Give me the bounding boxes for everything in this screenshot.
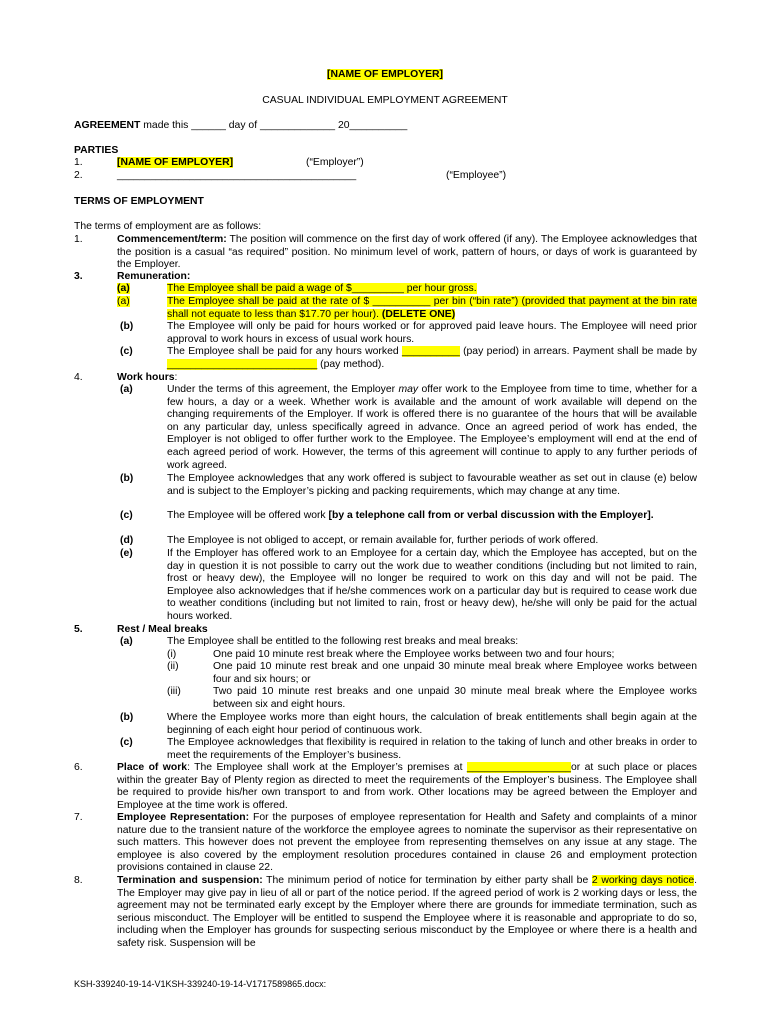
clause-4-title	[117, 372, 177, 385]
clause-4-number: 4.	[74, 372, 83, 383]
clause-3a1-text	[167, 283, 477, 296]
clause-3a2-body: The Employee shall be paid at the rate of $ __________ per bin (“bin rate”) (provided that payment at the bin rate shall not equate to less than $17.70 per hour).	[167, 296, 697, 320]
clause-5aii-text: One paid 10 minute rest break and one unpaid 30 minute meal break where Employee works between four and six hours; or	[213, 661, 697, 685]
clause-3c-body-1: The Employee shall be paid for any hours worked	[167, 346, 402, 357]
clause-3a2-label	[117, 296, 130, 309]
clause-5a-label: (a)	[120, 636, 133, 647]
employer-placeholder: [NAME OF EMPLOYER]	[326, 69, 444, 80]
clause-4c-bold: [by a telephone call from or verbal discussion with the Employer].	[328, 510, 654, 521]
clause-4e-label: (e)	[120, 548, 133, 559]
clause-5c-text: The Employee acknowledges that flexibility is required in relation to the taking of lunch and other breaks in order to meet the requirements of the Employer’s business.	[167, 737, 697, 761]
clause-3a2-text	[167, 296, 697, 321]
clause-3b-text: The Employee will only be paid for hours worked or for approved paid leave hours. The Employee will need prior approval to work hours in excess of usual work hours.	[167, 321, 697, 345]
clause-4d-text: The Employee is not obliged to accept, or remain available for, further periods of work offered.	[167, 535, 599, 546]
clause-4c-text	[167, 510, 697, 523]
clause-5ai-label: (i)	[167, 649, 177, 660]
clause-3c-body-2: (pay period) in arrears. Payment shall be made by	[459, 346, 697, 357]
notice-period-highlight: 2 working days notice	[591, 875, 695, 886]
clause-4a-may: may	[398, 384, 419, 395]
clause-7-text	[117, 812, 697, 875]
clause-1-body: The position will commence on the first day of work offered (if any). The Employee acknowledges that the position is a casual “as required” position. No minimum level of work, pattern of hours, or days of work is guaranteed by the Employer.	[117, 234, 697, 271]
clause-4e-text: If the Employer has offered work to an Employee for a certain day, which the Employee has accepted, but on the day in question it is not possible to carry out the work due to weather conditions (including but not limited to rain, frost or heavy dew), the Employee will no longer be required to work on this day and will not be paid. The Employee also acknowledges that if he/she commences work on a particular day but is required to cease work due to weather conditions (including but not limited to rain, frost or heavy dew), he/she will only be paid for the actual hours worked.	[167, 548, 697, 622]
clause-8-body-1: The minimum period of notice for termination by either party shall be	[262, 875, 592, 886]
clause-8-body-2: . The Employer may give pay in lieu of all or part of the notice period. If the agreed period of work is 2 working days or less, the agreement may not be terminated early except by the Employer where there are grounds for immediate termination, such as serious misconduct. The Employer will be entitled to suspend the Employee where it is reasonable and appropriate to do so, including when the Employer has grounds for suspecting serious misconduct by the Employee or where there is a health and safety risk. Suspension will be	[117, 875, 698, 949]
agreement-line	[74, 120, 407, 133]
clause-6-text	[117, 762, 697, 812]
clause-3a1-label	[117, 283, 139, 296]
clause-4a-body-1: Under the terms of this agreement, the Employer	[167, 384, 399, 395]
pay-period-blank: __________	[401, 346, 460, 357]
terms-intro: The terms of employment are as follows:	[74, 221, 262, 232]
pay-method-blank: __________________________	[167, 358, 318, 370]
clause-4-colon: :	[174, 372, 178, 383]
clause-5-title: Rest / Meal breaks	[117, 624, 208, 635]
terms-heading: TERMS OF EMPLOYMENT	[74, 196, 204, 207]
clause-4c-label: (c)	[120, 510, 133, 521]
clause-3c-text	[167, 346, 697, 371]
party-2-number: 2.	[74, 170, 83, 181]
party-1-role: (“Employer”)	[306, 157, 364, 168]
party-2-blank: ___________________________________________	[117, 170, 357, 181]
clause-5-number: 5.	[74, 624, 83, 635]
clause-7-number: 7.	[74, 812, 83, 823]
clause-7-body: For the purposes of employee representation for Health and Safety and complaints of a minor nature due to the transient nature of the workforce the employee agrees to nominate the supervisor as their representative on such matters. This however does not prevent the employee from representing themselves on any issue at any stage. The employee is also covered by the employment resolution procedures contained in clause 26 and employment protection provisions contained in clause 22.	[117, 812, 697, 874]
clause-5b-label: (b)	[120, 712, 134, 723]
clause-3c-label: (c)	[120, 346, 133, 357]
party-1-number: 1.	[74, 157, 83, 168]
clause-7-title: Employee Representation:	[117, 812, 250, 823]
clause-3a2-delete-note: (DELETE ONE)	[379, 308, 456, 320]
clause-3-number: 3.	[74, 271, 83, 282]
clause-5a-text: The Employee shall be entitled to the following rest breaks and meal breaks:	[167, 636, 519, 647]
clause-5aiii-label: (iii)	[167, 686, 181, 697]
clause-1-number: 1.	[74, 234, 83, 245]
clause-5aii-label: (ii)	[167, 661, 179, 672]
clause-1-text	[117, 234, 697, 272]
parties-heading: PARTIES	[74, 145, 119, 156]
document-title: CASUAL INDIVIDUAL EMPLOYMENT AGREEMENT	[262, 95, 508, 106]
clause-3a2-label-text: (a)	[117, 296, 130, 307]
clause-4d-label: (d)	[120, 535, 134, 546]
party-1-name	[117, 157, 233, 170]
clause-3-title: Remuneration:	[117, 271, 191, 282]
clause-8-number: 8.	[74, 875, 83, 886]
clause-4a-body-2: offer work to the Employee from time to time, whether for a few hours, a day or a week. Whether work is available and the amount of work available will depend on the changing requirements of the Employer. If work is offered there is no guarantee of the hours that will be available on any particular day, unless specifically agreed in advance. Once an agreed period of work has ended, the Employer is not obliged to offer further work to the Employee. The Employee’s employment will end at the end of each agreed period of work. However, the terms of this agreement will continue to apply to any further periods of work agreed.	[167, 384, 697, 471]
clause-4a-label: (a)	[120, 384, 133, 395]
clause-3b-label: (b)	[120, 321, 134, 332]
party-2-role: (“Employee”)	[446, 170, 507, 181]
clause-6-number: 6.	[74, 762, 83, 773]
clause-8-text	[117, 875, 697, 951]
clause-3a1-body: The Employee shall be paid a wage of $_________ per hour gross.	[167, 283, 477, 294]
clause-5aiii-text: Two paid 10 minute rest breaks and one unpaid 30 minute meal break where the Employee works between six and eight hours.	[213, 686, 697, 710]
clause-4b-label: (b)	[120, 473, 134, 484]
clause-5b-text: Where the Employee works more than eight hours, the calculation of break entitlements shall begin again at the beginning of each eight hour period of continuous work.	[167, 712, 697, 736]
party-1-name-text: [NAME OF EMPLOYER]	[117, 157, 234, 168]
employer-name-heading	[0, 69, 770, 82]
clause-4c-body: The Employee will be offered work	[167, 510, 329, 521]
clause-3a1-label-text: (a)	[117, 283, 130, 294]
clause-4b-text: The Employee acknowledges that any work offered is subject to favourable weather as set out in clause (e) below and is subject to the Employer’s picking and packing requirements, which may change at any time.	[167, 473, 697, 497]
clause-4a-text	[167, 384, 697, 472]
premises-blank: __________________	[466, 762, 571, 773]
clause-6-body-2: or at such place or places within the greater Bay of Plenty region as directed to meet the requirements of the Employer’s business. The Employee shall be required to provide his/her own transport to and from work. Other locations may be agreed between the Employer and Employee at the time work is offered.	[117, 762, 698, 811]
clause-8-title: Termination and suspension:	[117, 875, 263, 886]
clause-3c-body-3: (pay method).	[317, 358, 385, 370]
clause-6-title: Place of work	[117, 762, 188, 773]
clause-6-body-1: : The Employee shall work at the Employer’s premises at	[187, 762, 467, 773]
clause-5ai-text: One paid 10 minute rest break where the Employee works between two and four hours;	[213, 649, 615, 660]
agreement-label: AGREEMENT	[74, 120, 141, 131]
clause-5c-label: (c)	[120, 737, 133, 748]
footer-filename: KSH-339240-19-14-V1KSH-339240-19-14-V1717589865.docx:	[74, 979, 327, 989]
clause-4-title-text: Work hours	[117, 372, 175, 383]
clause-1-title: Commencement/term:	[117, 234, 227, 245]
agreement-date-text: made this ______ day of _____________ 20__________	[140, 120, 408, 131]
